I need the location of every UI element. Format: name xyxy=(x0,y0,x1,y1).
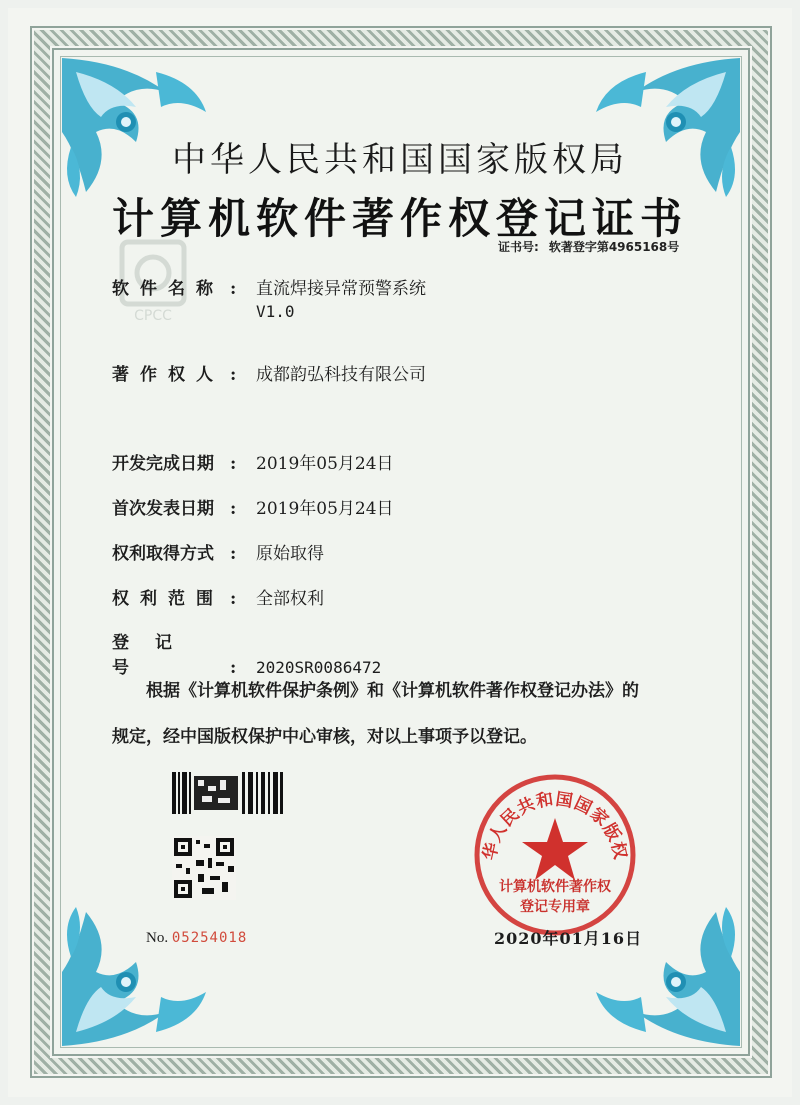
barcode-icon xyxy=(172,772,284,814)
field-colon: : xyxy=(230,589,237,609)
field-colon: : xyxy=(230,658,237,678)
certificate-number-label: 证书号: xyxy=(498,240,539,254)
field-label: 权利取得方式 xyxy=(112,544,214,564)
watermark-label: CPCC xyxy=(134,308,172,324)
field-colon: : xyxy=(230,454,237,474)
seal-line-1: 计算机软件著作权 xyxy=(499,879,611,895)
registration-statement xyxy=(112,668,712,760)
certificate-number-value: 软著登字第4965168号 xyxy=(548,240,680,254)
field-value: 原始取得 xyxy=(256,544,324,564)
field-label: 著作权人 xyxy=(112,365,224,385)
field-label: 首次发表日期 xyxy=(112,499,214,519)
field-completion-date xyxy=(112,449,394,474)
qr-code-icon xyxy=(172,836,236,900)
serial-value: 05254018 xyxy=(171,930,248,946)
serial-number xyxy=(146,930,247,947)
corner-ornament-bottom-left xyxy=(56,902,216,1052)
field-colon: : xyxy=(230,279,237,299)
issue-date: 2020年01月16日 xyxy=(494,929,643,948)
serial-prefix: No. xyxy=(146,930,169,946)
field-first-publish-date xyxy=(112,494,394,519)
field-colon: : xyxy=(230,499,237,519)
certificate-number xyxy=(498,238,679,255)
field-value: 2019年05月24日 xyxy=(256,454,394,474)
field-value: 全部权利 xyxy=(256,589,324,609)
field-label: 开发完成日期 xyxy=(112,454,214,474)
software-version: V1.0 xyxy=(256,302,295,321)
field-copyright-owner xyxy=(112,360,426,385)
statement-line-1: 根据《计算机软件保护条例》和《计算机软件著作权登记办法》的 xyxy=(146,681,639,701)
field-software-name xyxy=(112,274,426,299)
field-label: 权利范围 xyxy=(112,589,224,609)
field-value: 2019年05月24日 xyxy=(256,499,394,519)
seal-ring-text: 华人民共和国国家版权 xyxy=(479,789,631,862)
field-label: 登记号 xyxy=(112,633,198,678)
statement-line-2: 规定，经中国版权保护中心审核，对以上事项予以登记。 xyxy=(112,727,537,747)
field-rights-scope xyxy=(112,584,324,609)
field-acquisition-method xyxy=(112,539,324,564)
field-colon: : xyxy=(230,544,237,564)
field-value: 直流焊接异常预警系统 xyxy=(256,279,426,299)
field-colon: : xyxy=(230,365,237,385)
seal-line-2: 登记专用章 xyxy=(520,899,590,915)
field-value: 成都韵弘科技有限公司 xyxy=(256,365,426,385)
certificate-title: 计算机软件著作权登记证书 xyxy=(111,194,688,243)
field-value: 2020SR0086472 xyxy=(256,658,382,677)
field-label: 软件名称 xyxy=(112,279,224,299)
issuing-organization: 中华人民共和国国家版权局 xyxy=(172,140,628,180)
